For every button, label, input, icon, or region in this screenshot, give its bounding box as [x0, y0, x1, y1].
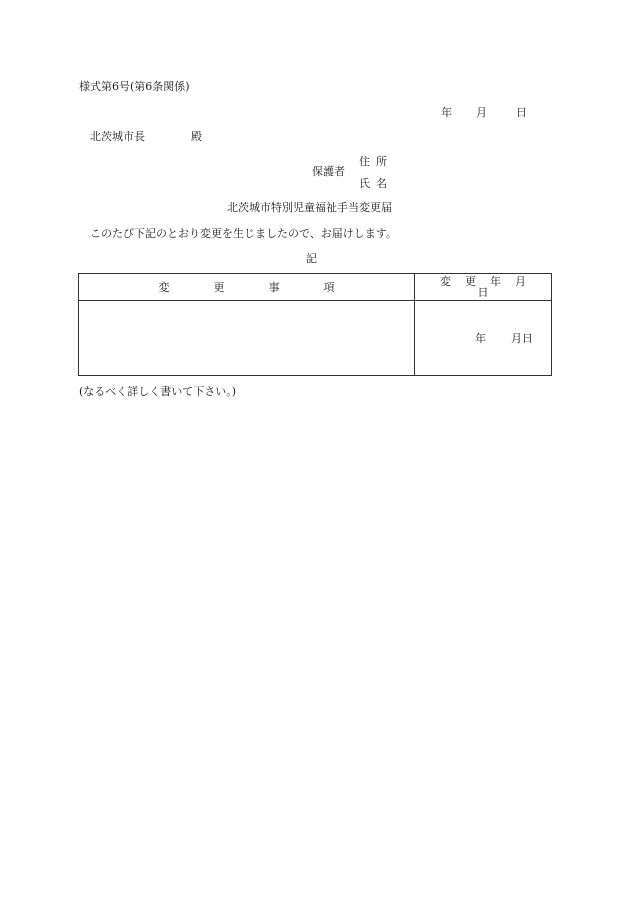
form-number: 様式第6号(第6条関係) — [79, 80, 190, 93]
header-change-date: 変更年月日 — [415, 274, 552, 301]
row-day-label: 日 — [522, 331, 533, 345]
table-header-row — [79, 274, 552, 301]
row-month-label: 月 — [511, 331, 522, 345]
change-date-field[interactable] — [415, 301, 552, 376]
change-item-field[interactable] — [79, 301, 415, 376]
guardian-address-label: 住所 — [359, 155, 393, 168]
table-row — [79, 301, 552, 376]
month-label: 月 — [476, 106, 487, 119]
document-title: 北茨城市特別児童福祉手当変更届 — [227, 201, 392, 214]
ki-heading: 記 — [306, 252, 317, 265]
guardian-name-label: 氏名 — [359, 177, 393, 190]
addressee-honorific: 殿 — [191, 130, 202, 143]
submission-date — [441, 107, 527, 118]
header-change-item: 変更事項 — [79, 274, 415, 301]
year-label: 年 — [441, 106, 452, 119]
addressee-name: 北茨城市長 — [90, 130, 145, 143]
guardian-label: 保護者 — [312, 165, 345, 178]
row-year-label: 年 — [475, 331, 486, 345]
change-table — [78, 273, 552, 376]
intro-text: このたび下記のとおり変更を生じましたので、お届けします。 — [90, 227, 397, 240]
note-text: (なるべく詳しく書いて下さい。) — [79, 385, 237, 398]
addressee — [90, 131, 202, 142]
day-label: 日 — [516, 106, 527, 119]
